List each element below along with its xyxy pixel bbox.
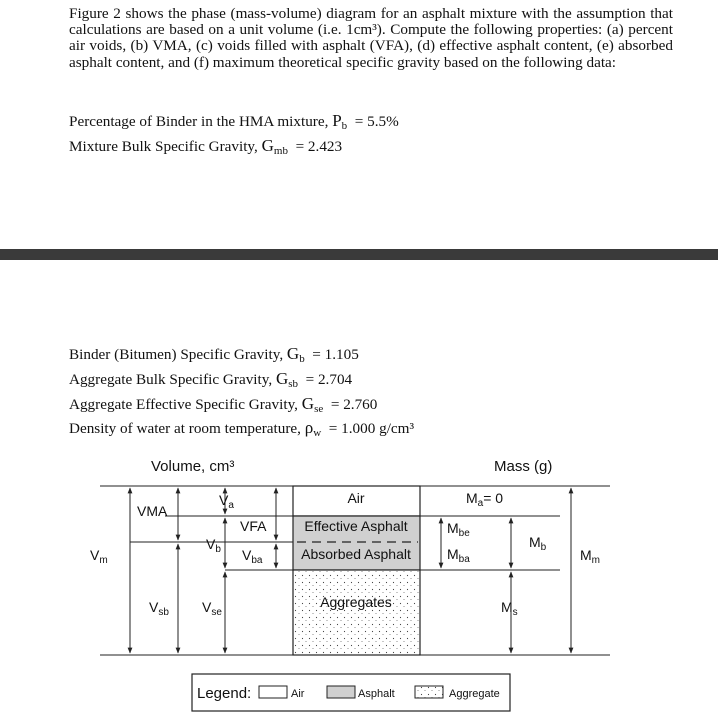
mba-label: $M_{ba}$ <box>447 546 470 565</box>
va-label: $V_a$ <box>219 492 234 511</box>
vma-label: VMA <box>137 503 168 519</box>
data-row-water-density: Density of water at room temperature, $\rho_w = 1.000$ g/cm³ <box>69 418 415 439</box>
legend-title: Legend: <box>197 685 252 702</box>
volume-axis-title: Volume, cm³ <box>151 458 235 475</box>
vm-label: $V_m$ <box>90 547 108 566</box>
vba-label: $V_{ba}$ <box>242 547 263 566</box>
ma-label: $M_a= 0$ <box>466 490 504 509</box>
legend-asphalt-label: Asphalt <box>358 688 395 700</box>
vfa-label: VFA <box>240 518 267 534</box>
air-label: Air <box>347 490 365 506</box>
legend-air-swatch <box>259 686 287 698</box>
data-row-binder-gravity: Binder (Bitumen) Specific Gravity, $G_b = 1.105$ <box>69 344 359 365</box>
mbe-label: $M_{be}$ <box>447 520 470 539</box>
data-row-effective-gravity: Aggregate Effective Specific Gravity, $G_{se} = 2.760$ <box>69 394 378 415</box>
data-row-mixture-gravity: Mixture Bulk Specific Gravity, $G_{mb} = 2.423$ <box>69 136 343 157</box>
volume-labels <box>90 492 267 618</box>
mass-labels <box>447 490 600 618</box>
vse-label: $V_{se}$ <box>202 599 222 618</box>
volume-reference-lines <box>100 486 293 655</box>
absorbed-asphalt-label: Absorbed Asphalt <box>301 546 411 562</box>
aggregates-label: Aggregates <box>320 594 392 610</box>
data-row-binder-percentage: Percentage of Binder in the HMA mixture, $P_b = 5.5\%$ <box>69 111 399 132</box>
aggregate-texture <box>293 570 420 655</box>
vb-label: $V_b$ <box>206 536 221 555</box>
legend <box>192 674 510 711</box>
mb-label: $M_b$ <box>529 534 547 553</box>
effective-asphalt-label: Effective Asphalt <box>304 518 408 534</box>
vsb-label: $V_{sb}$ <box>149 599 169 618</box>
problem-statement: Figure 2 shows the phase (mass-volume) diagram for an asphalt mixture with the assumption that calculations are based on a unit volume (i.e. 1cm³). Compute the following properties: (a) percent air voids, (b) VMA, (c) voids filled with asphalt (VFA), (d) effective asphalt content, (e) absorbed asphalt content, and (f) maximum theoretical specific gravity based on the following data: <box>69 5 673 71</box>
mass-axis-title: Mass (g) <box>494 458 553 475</box>
legend-air-label: Air <box>291 688 305 700</box>
ms-label: $M_s$ <box>501 599 518 618</box>
phase-column <box>293 486 420 655</box>
legend-asphalt-swatch <box>327 686 355 698</box>
legend-aggregate-label: Aggregate <box>449 688 500 700</box>
mm-label: $M_m$ <box>580 547 601 566</box>
data-row-bulk-gravity: Aggregate Bulk Specific Gravity, $G_{sb} = 2.704$ <box>69 369 353 390</box>
legend-aggregate-swatch <box>415 686 443 698</box>
mass-reference-lines <box>420 486 610 655</box>
